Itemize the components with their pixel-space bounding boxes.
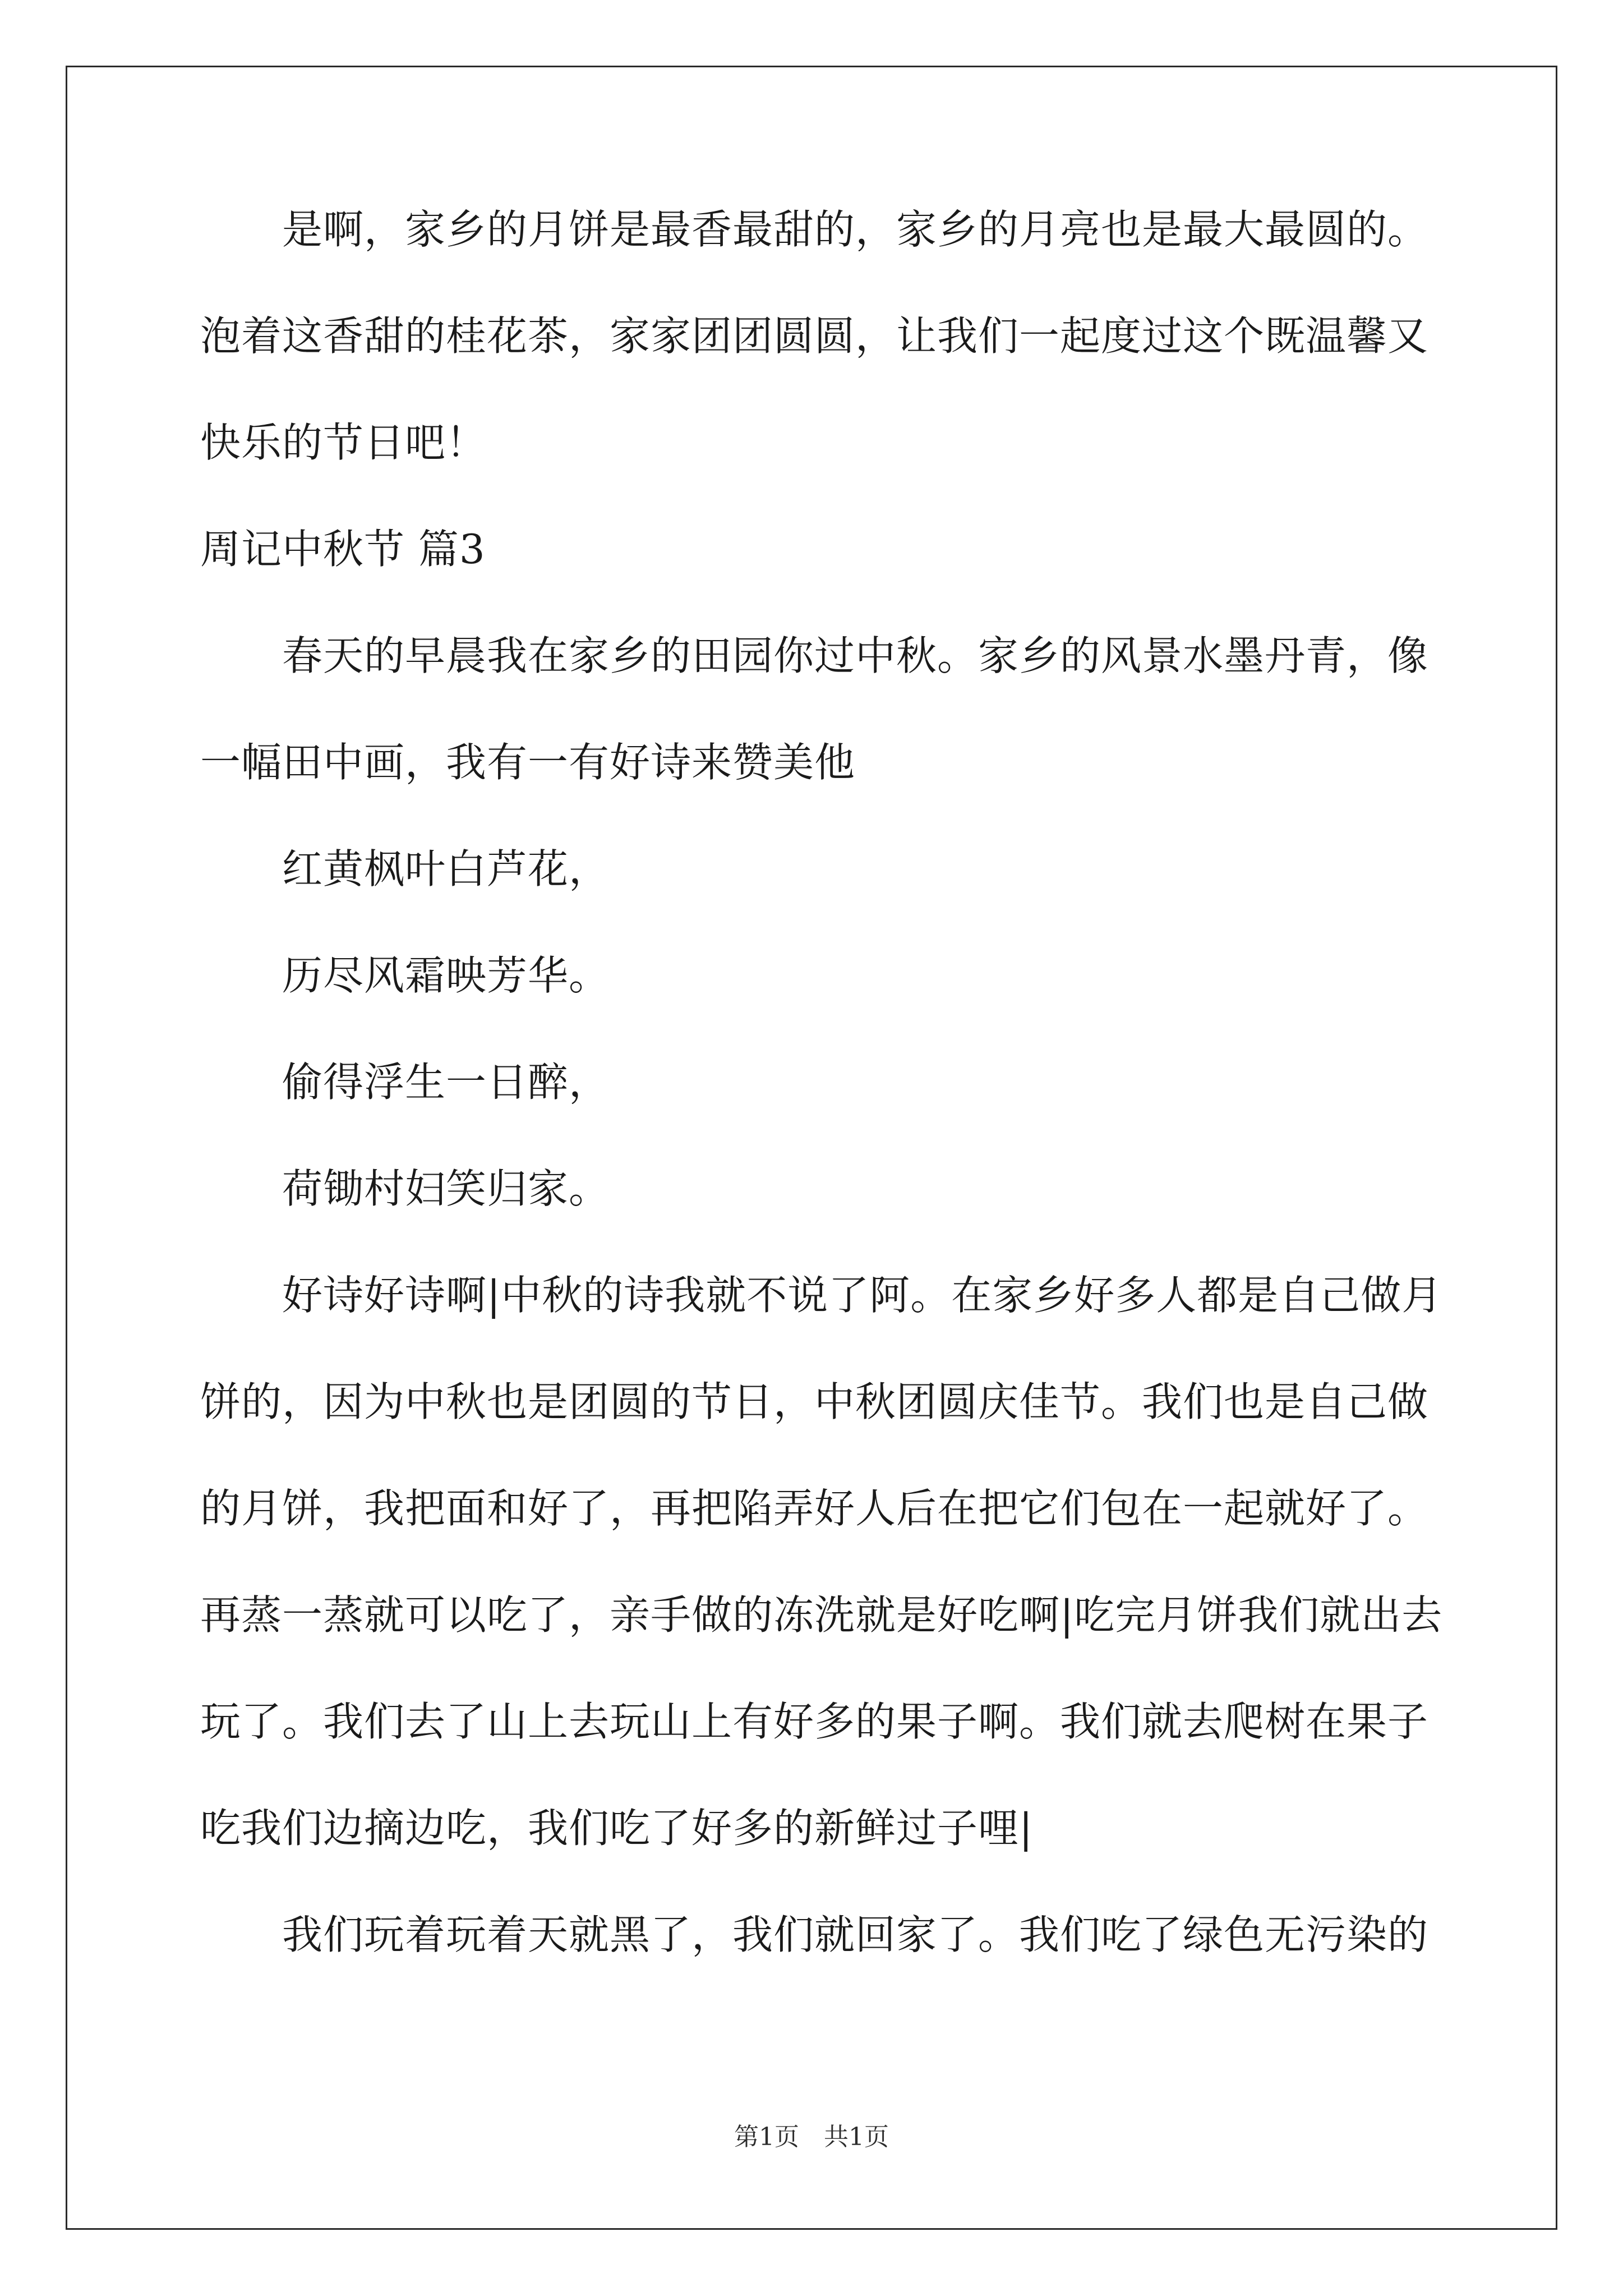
text-line: 好诗好诗啊|中秋的诗我就不说了阿。在家乡好多人都是自己做月 — [200, 1272, 1443, 1319]
poem-line: 红黄枫叶白芦花， — [200, 845, 610, 892]
poem-line: 历尽风霜映芳华。 — [200, 952, 610, 999]
poem-line: 荷锄村妇笑归家。 — [200, 1165, 610, 1212]
text-line: 快乐的节日吧！ — [200, 419, 487, 466]
text-line: 饼的，因为中秋也是团圆的节日，中秋团圆庆佳节。我们也是自己做 — [200, 1378, 1429, 1425]
text-line: 泡着这香甜的桂花茶，家家团团圆圆，让我们一起度过这个既温馨又 — [200, 312, 1429, 360]
page-border — [66, 66, 1557, 2230]
text-line: 吃我们边摘边吃，我们吃了好多的新鲜过子哩| — [200, 1805, 1034, 1852]
text-line: 玩了。我们去了山上去玩山上有好多的果子啊。我们就去爬树在果子 — [200, 1698, 1429, 1745]
text-line: 再蒸一蒸就可以吃了，亲手做的冻洗就是好吃啊|吃完月饼我们就出去 — [200, 1591, 1443, 1639]
page-number-footer: 第1页 共1页 — [734, 2123, 889, 2151]
poem-line: 偷得浮生一日醉， — [200, 1059, 610, 1106]
text-line: 一幅田中画，我有一有好诗来赞美他 — [200, 739, 856, 786]
text-line: 春天的早晨我在家乡的田园你过中秋。家乡的风景水墨丹青，像 — [200, 632, 1429, 679]
text-line: 我们玩着玩着天就黑了，我们就回家了。我们吃了绿色无污染的 — [200, 1911, 1429, 1958]
text-line: 是啊，家乡的月饼是最香最甜的，家乡的月亮也是最大最圆的。 — [200, 206, 1429, 253]
section-heading: 周记中秋节 篇3 — [200, 526, 486, 573]
text-line: 的月饼，我把面和好了，再把陷弄好人后在把它们包在一起就好了。 — [200, 1485, 1429, 1532]
